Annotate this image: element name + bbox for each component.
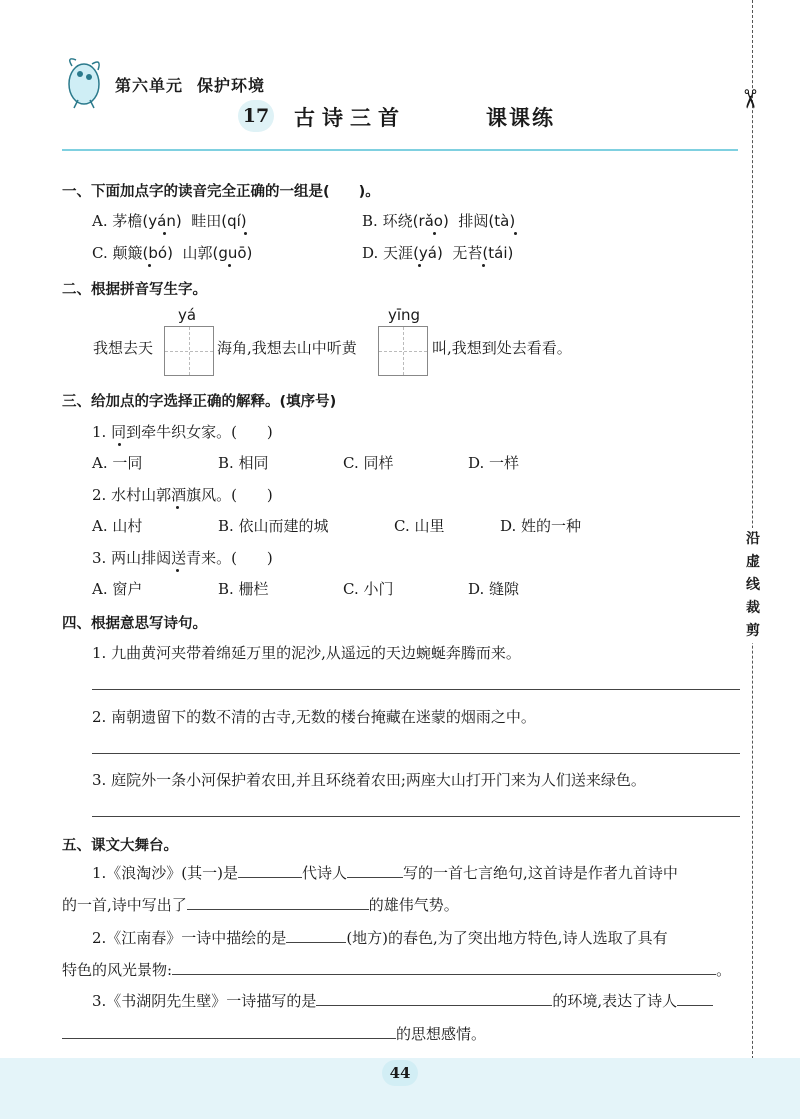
q5-line-5: 3.《书湖阴先生壁》一诗描写的是 的环境,表达了诗人 (92, 990, 713, 1011)
q5-blank-scenery[interactable] (172, 959, 716, 975)
emphasis-dot (433, 232, 436, 235)
emphasis-dot (244, 232, 247, 235)
q3-item-3-option-b[interactable]: B. 栅栏 (218, 580, 269, 598)
page-number: 44 (382, 1060, 418, 1086)
q3-item-1-stem: 1. 同到牵牛织女家。( ) (92, 423, 273, 441)
q5-line-1: 1.《浪淘沙》(其一)是 代诗人 写的一首七言绝句,这首诗是作者九首诗中 (92, 864, 678, 882)
q1-option-a[interactable]: A. 茅檐(yán) 畦田(qí) (92, 212, 247, 230)
q2-writing-box-2[interactable] (378, 326, 428, 376)
q4-item-1: 1. 九曲黄河夹带着绵延万里的泥沙,从遥远的天边蜿蜒奔腾而来。 (92, 644, 521, 662)
q3-item-1-option-a[interactable]: A. 一同 (92, 454, 143, 472)
emphasis-dot (148, 264, 151, 267)
q5-blank-feeling-start[interactable] (677, 990, 713, 1006)
q3-item-1-option-b[interactable]: B. 相同 (218, 454, 269, 472)
cut-char: 虚 (746, 554, 760, 570)
q4-answer-line-1[interactable] (92, 689, 740, 690)
emphasis-dot (514, 232, 517, 235)
q2-text-2: 海角,我想去山中听黄 (217, 339, 357, 357)
q3-item-3-stem: 3. 两山排闼送青来。( ) (92, 549, 273, 567)
emphasis-dot (418, 264, 421, 267)
emphasis-dot (176, 569, 179, 572)
header-divider (62, 149, 738, 151)
cut-instruction (744, 528, 762, 643)
q1-option-b[interactable]: B. 环绕(rǎo) 排闼(tà) (362, 212, 516, 230)
q3-item-3-option-a[interactable]: A. 窗户 (92, 580, 143, 598)
unit-theme: 保护环境 (197, 76, 266, 95)
q3-item-1-option-c[interactable]: C. 同样 (343, 454, 394, 472)
q5-blank-environment[interactable] (316, 990, 552, 1006)
cut-char: 剪 (746, 623, 760, 639)
q3-item-3-option-c[interactable]: C. 小门 (343, 580, 394, 598)
q5-title: 五、课文大舞台。 (62, 838, 178, 854)
brand-title: 课课练 (486, 105, 555, 130)
q1-option-c[interactable]: C. 颠簸(bó) 山郭(guō) (92, 244, 253, 262)
unit-number: 第六单元 (115, 76, 184, 95)
cut-char: 线 (746, 577, 760, 593)
cut-char: 沿 (746, 531, 760, 547)
emphasis-dot (228, 264, 231, 267)
q2-pinyin-1: yá (178, 306, 197, 324)
q4-item-2: 2. 南朝遗留下的数不清的古寺,无数的楼台掩藏在迷蒙的烟雨之中。 (92, 708, 536, 726)
q2-pinyin-2: yīng (388, 306, 421, 324)
lesson-title: 古诗三首 (294, 105, 406, 130)
q5-line-4: 特色的风光景物: 。 (62, 961, 732, 979)
q1-option-d[interactable]: D. 天涯(yá) 无苔(tái) (362, 244, 514, 262)
q3-item-2-option-b[interactable]: B. 依山而建的城 (218, 517, 329, 535)
q2-text-3: 叫,我想到处去看看。 (432, 339, 572, 357)
scissors-icon: ✂ (733, 88, 764, 110)
q3-item-2-option-c[interactable]: C. 山里 (394, 517, 445, 535)
q4-answer-line-3[interactable] (92, 816, 740, 817)
q5-line-2: 的一首,诗中写出了 的雄伟气势。 (62, 896, 459, 914)
cut-char: 裁 (746, 600, 760, 616)
emphasis-dot (118, 443, 121, 446)
q4-answer-line-2[interactable] (92, 753, 740, 754)
q5-blank-content[interactable] (187, 894, 369, 910)
q1-title: 一、下面加点字的读音完全正确的一组是( )。 (62, 184, 380, 200)
q5-line-3: 2.《江南春》一诗中描绘的是 (地方)的春色,为了突出地方特色,诗人选取了具有 (92, 929, 668, 947)
q4-item-3: 3. 庭院外一条小河保护着农田,并且环绕着农田;两座大山打开门来为人们送来绿色。 (92, 771, 646, 789)
mascot-illustration (58, 52, 106, 110)
q5-blank-dynasty[interactable] (238, 862, 302, 878)
q5-blank-poet[interactable] (347, 862, 403, 878)
q2-title: 二、根据拼音写生字。 (62, 282, 207, 298)
emphasis-dot (176, 506, 179, 509)
q2-text-1: 我想去天 (93, 339, 154, 357)
unit-label (115, 73, 279, 96)
q5-blank-place[interactable] (286, 927, 346, 943)
q5-line-6: 的思想感情。 (62, 1023, 486, 1044)
q3-item-2-option-d[interactable]: D. 姓的一种 (500, 517, 582, 535)
q3-item-2-stem: 2. 水村山郭酒旗风。( ) (92, 486, 273, 504)
q4-title: 四、根据意思写诗句。 (62, 616, 207, 632)
q5-blank-feeling[interactable] (62, 1023, 396, 1039)
q3-item-3-option-d[interactable]: D. 缝隙 (468, 580, 520, 598)
q3-title: 三、给加点的字选择正确的解释。(填序号) (62, 394, 337, 410)
lesson-number-badge: 17 (238, 100, 274, 132)
q2-writing-box-1[interactable] (164, 326, 214, 376)
q3-item-1-option-d[interactable]: D. 一样 (468, 454, 520, 472)
emphasis-dot (482, 264, 485, 267)
emphasis-dot (163, 232, 166, 235)
q3-item-2-option-a[interactable]: A. 山村 (92, 517, 143, 535)
